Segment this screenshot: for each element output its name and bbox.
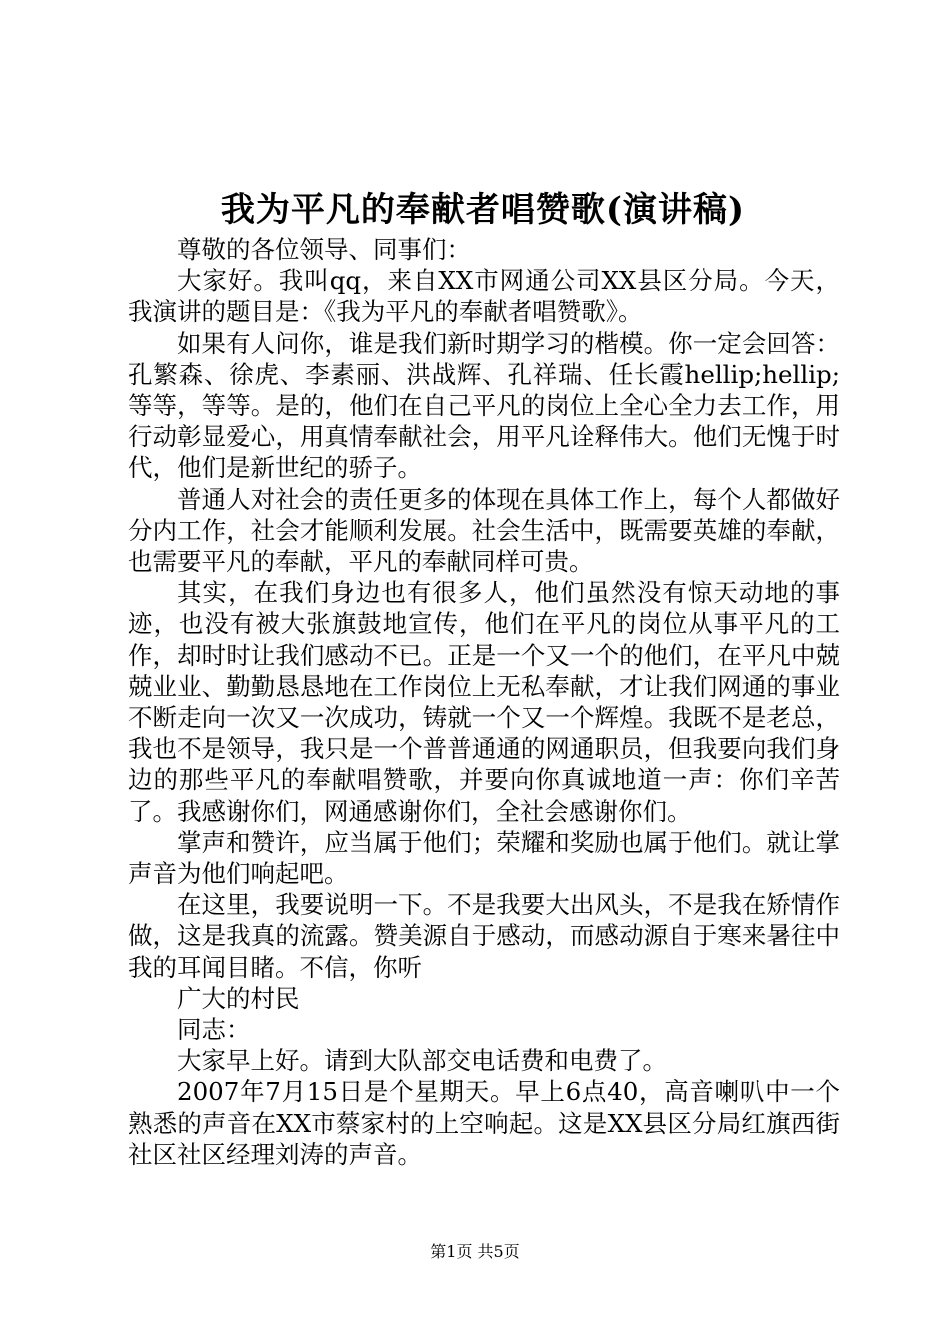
paragraph: 普通人对社会的责任更多的体现在具体工作上，每个人都做好分内工作，社会才能顺利发展。社会生活中，既需要英雄的奉献，也需要平凡的奉献，平凡的奉献同样可贵。 bbox=[128, 484, 840, 577]
paragraph: 掌声和赞许，应当属于他们；荣耀和奖励也属于他们。就让掌声音为他们响起吧。 bbox=[128, 827, 840, 889]
document-title: 我为平凡的奉献者唱赞歌(演讲稿) bbox=[220, 190, 746, 230]
page-footer: 第1页 共5页 bbox=[430, 1242, 520, 1261]
paragraph: 大家好。我叫qq，来自XX市网通公司XX县区分局。今天，我演讲的题目是：《我为平凡的奉献者唱赞歌》。 bbox=[128, 266, 840, 327]
paragraph: 广大的村民 bbox=[177, 983, 300, 1013]
document-body bbox=[128, 234, 840, 1170]
paragraph: 如果有人问你，谁是我们新时期学习的楷模。你一定会回答：孔繁森、徐虎、李素丽、洪战辉、孔祥瑞、任长霞hellip;hellip;等等，等等。是的，他们在自己平凡的岗位上全心全力去工作，用行动彰显爱心，用真情奉献社会，用平凡诠释伟大。他们无愧于时代，他们是新世纪的骄子。 bbox=[128, 328, 840, 483]
paragraph: 大家早上好。请到大队部交电话费和电费了。 bbox=[177, 1046, 667, 1076]
paragraph: 其实，在我们身边也有很多人，他们虽然没有惊天动地的事迹，也没有被大张旗鼓地宣传，他们在平凡的岗位从事平凡的工作，却时时让我们感动不已。正是一个又一个的他们，在平凡中兢兢业业、勤勤恳恳地在工作岗位上无私奉献，才让我们网通的事业不断走向一次又一次成功，铸就一个又一个辉煌。我既不是老总，我也不是领导，我只是一个普普通通的网通职员，但我要向我们身边的那些平凡的奉献唱赞歌，并要向你真诚地道一声：你们辛苦了。我感谢你们，网通感谢你们，全社会感谢你们。 bbox=[128, 578, 840, 826]
paragraph: 尊敬的各位领导、同事们： bbox=[177, 235, 471, 264]
paragraph: 同志： bbox=[177, 1015, 251, 1045]
paragraph: 2007年7月15日是个星期天。早上6点40，高音喇叭中一个熟悉的声音在XX市蔡家村的上空响起。这是XX县区分局红旗西街社区社区经理刘涛的声音。 bbox=[128, 1077, 840, 1169]
paragraph: 在这里，我要说明一下。不是我要大出风头，不是我在矫情作做，这是我真的流露。赞美源自于感动，而感动源自于寒来暑往中我的耳闻目睹。不信，你听 bbox=[128, 890, 840, 982]
